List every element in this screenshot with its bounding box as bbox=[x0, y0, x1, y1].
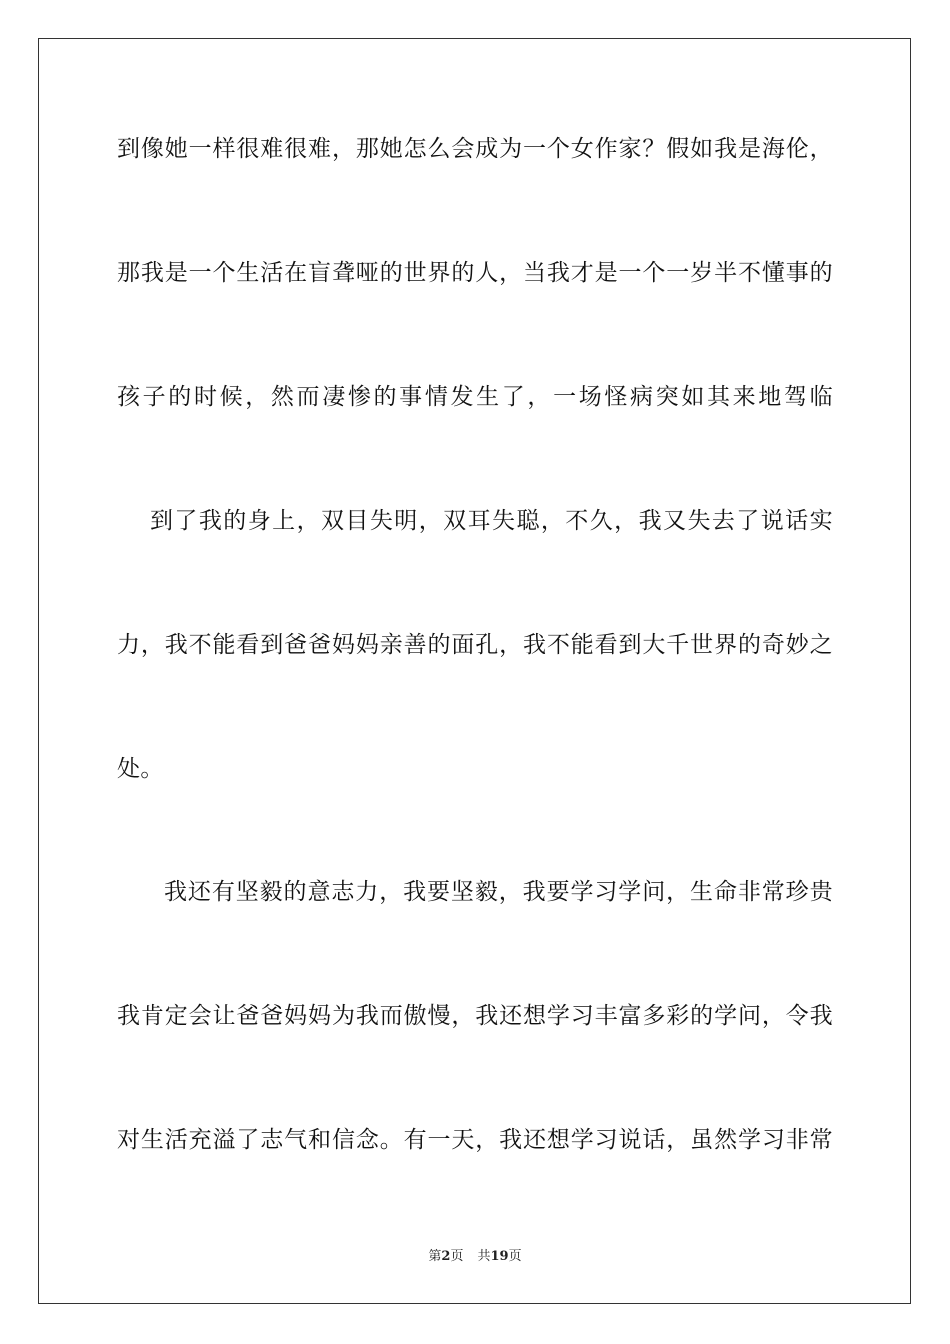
body-text-line: 力，我不能看到爸爸妈妈亲善的面孔，我不能看到大千世界的奇妙之 bbox=[117, 632, 833, 658]
page-prefix: 第 bbox=[428, 1249, 442, 1264]
page-border bbox=[38, 38, 911, 1304]
body-text-line: 处。 bbox=[117, 756, 164, 782]
page-number bbox=[428, 1249, 463, 1264]
body-text-line: 到像她一样很难很难，那她怎么会成为一个女作家？假如我是海伦， bbox=[117, 136, 833, 162]
body-text-line: 对生活充溢了志气和信念。有一天，我还想学习说话，虽然学习非常 bbox=[117, 1127, 833, 1153]
current-page-number: 2 bbox=[441, 1249, 451, 1264]
body-text-line: 我肯定会让爸爸妈妈为我而傲慢，我还想学习丰富多彩的学问，令我 bbox=[117, 1003, 833, 1029]
page-suffix: 页 bbox=[450, 1249, 464, 1264]
body-text-line: 孩子的时候，然而凄惨的事情发生了，一场怪病突如其来地驾临 bbox=[117, 384, 833, 410]
body-text-line: 到了我的身上，双目失明，双耳失聪，不久，我又失去了说话实 bbox=[150, 508, 833, 534]
body-text-line: 我还有坚毅的意志力，我要坚毅，我要学习学问，生命非常珍贵 bbox=[164, 879, 833, 905]
body-text-line: 那我是一个生活在盲聋哑的世界的人，当我才是一个一岁半不懂事的 bbox=[117, 260, 833, 286]
total-pages bbox=[477, 1249, 521, 1264]
total-prefix: 共 bbox=[477, 1249, 491, 1264]
total-page-count: 19 bbox=[490, 1249, 509, 1264]
page-footer bbox=[0, 1248, 950, 1266]
total-suffix: 页 bbox=[508, 1249, 522, 1264]
